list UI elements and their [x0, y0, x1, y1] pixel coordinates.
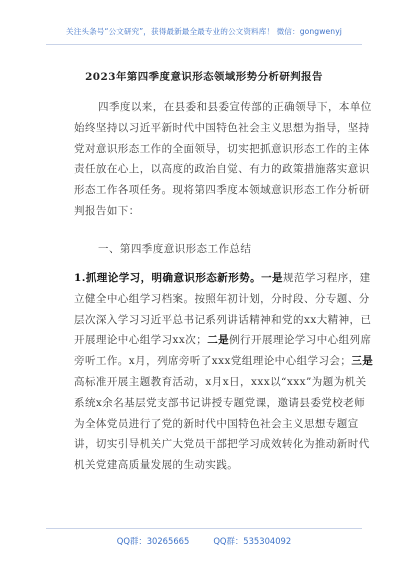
footer — [0, 535, 408, 547]
header-divider — [46, 44, 362, 45]
point-text: 规范学习程序，建立健全中心组学习档案。按照年初计划，分时段、分专题、分层次深入学习习近平总书记系列讲话精神和党的xx大精神，已开展理论中心组学习xx次； — [74, 272, 372, 347]
point-text: 例行开展理论学习中心组列席旁听工作。x月，列席旁听了xxx党组理论中心组学习会； — [74, 334, 372, 368]
section-heading: 一、第四季度意识形态工作总结 — [98, 243, 252, 255]
header-banner: 关注头条号“公文研究”，获得最新最全最专业的公文资料库！ 微信：gongwenyj — [66, 27, 342, 36]
item-paragraph — [74, 268, 374, 476]
point-marker: 二是 — [207, 334, 230, 347]
footer-qq-group-2: QQ群：535304092 — [213, 536, 292, 546]
intro-paragraph: 四季度以来，在县委和县委宣传部的正确领导下，本单位始终坚持以习近平新时代中国特色社会主义思想为指导，坚持党对意识形态工作的全面领导，切实把抓意识形态工作的主体责任放在心上，以高度的政治自觉、有力的政策措施落实意识形态工作各项任务。现将第四季度本领域意识形态工作分析研判报告如下： — [74, 101, 372, 217]
footer-divider — [46, 528, 362, 529]
point-marker: 三是 — [351, 355, 374, 368]
point-marker: 一是 — [261, 272, 283, 284]
item-lead: 1.抓理论学习，明确意识形态新形势。 — [74, 272, 262, 284]
document-title: 2023年第四季度意识形态领域形势分析研判报告 — [85, 71, 323, 83]
point-text: 高标准开展主题教育活动，x月x日，xxx以“xxx”为题为机关系统x余名基层党支部书记讲授专题党课，邀请县委党校老师为全体党员进行了党的新时代中国特色社会主义思想专题宣讲，切实引导机关广大党员干部把学习成效转化为推动新时代机关党建高质量发展的生动实践。 — [74, 375, 370, 472]
footer-qq-group-1: QQ群：30265665 — [116, 536, 190, 546]
